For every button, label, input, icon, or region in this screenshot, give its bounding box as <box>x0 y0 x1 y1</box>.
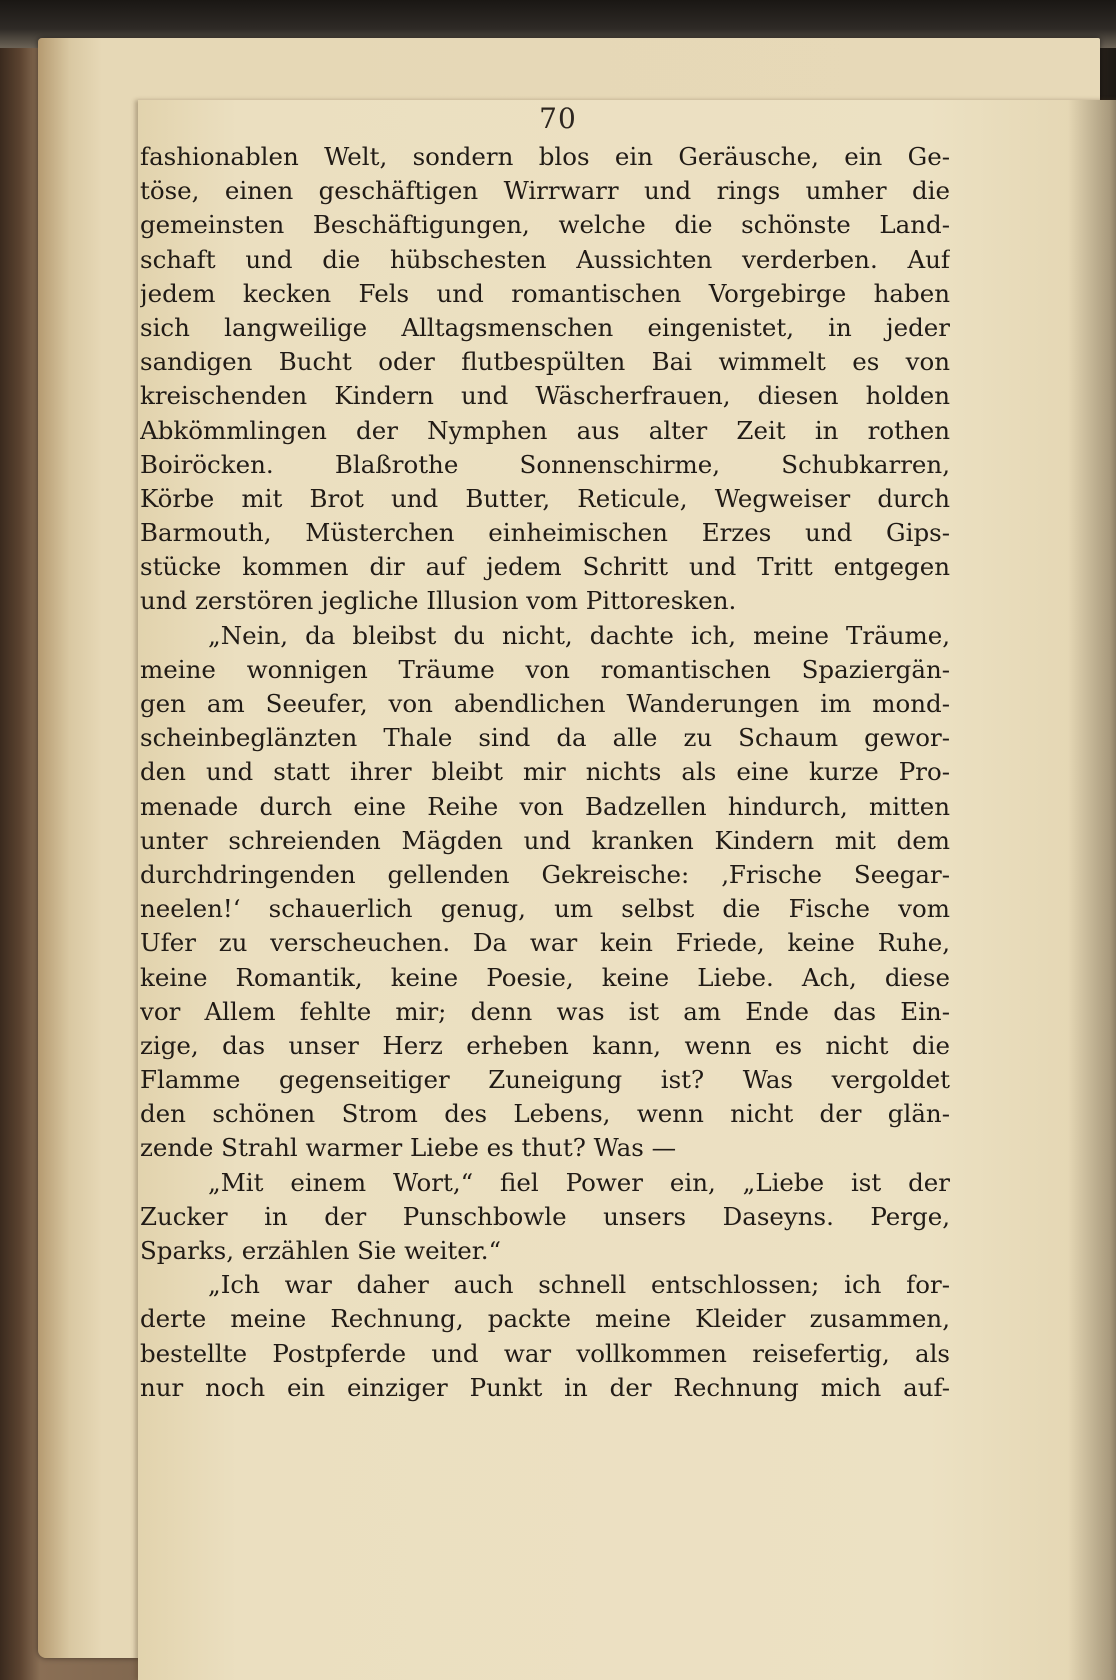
text-line: „Nein, da bleibst du nicht, dachte ich, meine Träume, <box>208 620 950 650</box>
text-line: gemeinsten Beschäftigungen, welche die schönste Land- <box>140 210 950 240</box>
text-line: neelen!‘ schauerlich genug, um selbst die Fische vom <box>140 894 950 924</box>
text-line: schaft und die hübschesten Aussichten verderben. Auf <box>140 244 950 274</box>
page-number: 70 <box>539 102 577 135</box>
text-line: meine wonnigen Träume von romantischen Spaziergän- <box>140 654 950 684</box>
text-line: menade durch eine Reihe von Badzellen hindurch, mitten <box>140 791 950 821</box>
text-line: stücke kommen dir auf jedem Schritt und Tritt entgegen <box>140 552 950 582</box>
text-line: „Mit einem Wort,“ fiel Power ein, „Liebe ist der <box>208 1167 950 1197</box>
text-line: sich langweilige Alltagsmenschen eingenistet, in jeder <box>140 312 950 342</box>
text-line: unter schreienden Mägden und kranken Kindern mit dem <box>140 825 950 855</box>
text-line: und zerstören jegliche Illusion vom Pittoresken. <box>140 586 737 616</box>
text-line: Zucker in der Punschbowle unsers Daseyns. Perge, <box>140 1201 950 1231</box>
text-line: kreischenden Kindern und Wäscherfrauen, diesen holden <box>140 381 950 411</box>
text-line: Barmouth, Müsterchen einheimischen Erzes und Gips- <box>140 518 950 548</box>
text-line: den und statt ihrer bleibt mir nichts als eine kurze Pro- <box>140 757 950 787</box>
text-line: nur noch ein einziger Punkt in der Rechnung mich auf- <box>140 1372 950 1402</box>
text-line: töse, einen geschäftigen Wirrwarr und rings umher die <box>140 176 950 206</box>
text-line: sandigen Bucht oder flutbespülten Bai wimmelt es von <box>140 347 950 377</box>
text-line: Körbe mit Brot und Butter, Reticule, Wegweiser durch <box>140 483 950 513</box>
text-line: zende Strahl warmer Liebe es thut? Was — <box>140 1133 677 1163</box>
text-line: Ufer zu verscheuchen. Da war kein Friede, keine Ruhe, <box>140 928 950 958</box>
text-line: durchdringenden gellenden Gekreische: ‚Frische Seegar- <box>140 859 950 889</box>
text-line: Sparks, erzählen Sie weiter.“ <box>140 1236 502 1265</box>
text-line: bestellte Postpferde und war vollkommen reisefertig, als <box>140 1338 950 1368</box>
text-line: Abkömmlingen der Nymphen aus alter Zeit in rothen <box>140 415 950 445</box>
text-line: „Ich war daher auch schnell entschlossen; ich for- <box>208 1270 950 1300</box>
text-line: derte meine Rechnung, packte meine Kleider zusammen, <box>140 1304 950 1334</box>
text-line: jedem kecken Fels und romantischen Vorgebirge haben <box>140 278 950 308</box>
spine-shadow <box>1068 100 1116 1680</box>
text-line: keine Romantik, keine Poesie, keine Liebe. Ach, diese <box>140 962 950 992</box>
text-line: Boiröcken. Blaßrothe Sonnenschirme, Schubkarren, <box>140 449 950 479</box>
text-line: scheinbeglänzten Thale sind da alle zu Schaum gewor- <box>140 723 950 753</box>
text-line: fashionablen Welt, sondern blos ein Geräusche, ein Ge- <box>140 142 950 171</box>
text-line: den schönen Strom des Lebens, wenn nicht der glän- <box>140 1099 950 1129</box>
text-line: gen am Seeufer, von abendlichen Wanderungen im mond- <box>140 689 950 718</box>
text-line: vor Allem fehlte mir; denn was ist am Ende das Ein- <box>140 996 950 1026</box>
text-line: zige, das unser Herz erheben kann, wenn es nicht die <box>140 1030 950 1060</box>
text-line: Flamme gegenseitiger Zuneigung ist? Was vergoldet <box>140 1065 950 1095</box>
body-text <box>140 140 950 1405</box>
